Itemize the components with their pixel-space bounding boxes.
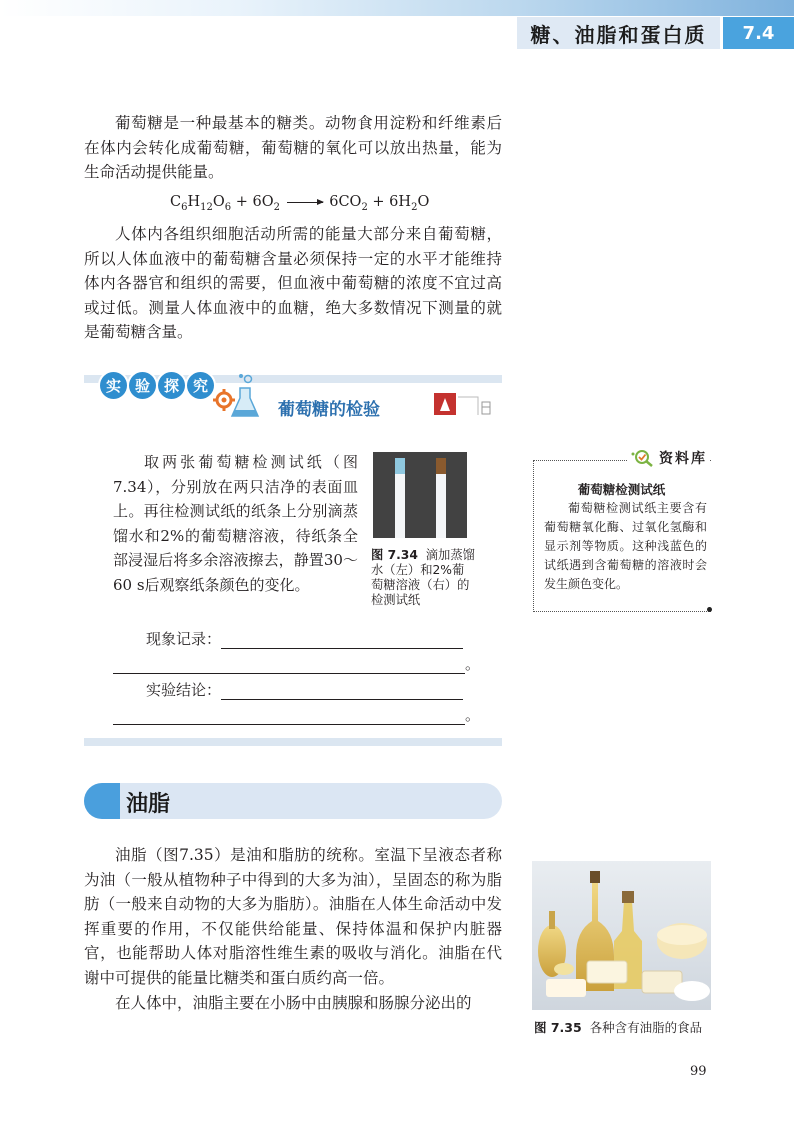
conclusion-line: 实验结论： bbox=[146, 680, 463, 700]
page-number: 99 bbox=[690, 1064, 707, 1079]
sidebar-heading bbox=[628, 448, 709, 468]
sidebar-heading-label: 资料库 bbox=[659, 451, 707, 467]
test-strips-photo bbox=[373, 452, 467, 538]
observation-record-blank[interactable] bbox=[221, 632, 463, 649]
experiment-body bbox=[113, 450, 358, 598]
figure-7-34-caption: 图 7.34 滴加蒸馏水（左）和2%葡萄糖溶液（右）的检测试纸 bbox=[371, 548, 475, 607]
flask-gear-icon bbox=[212, 370, 264, 424]
intro-paragraph-1-text: 葡萄糖是一种最基本的糖类。动物食用淀粉和纤维素后在体内会转化成葡萄糖，葡萄糖的氧化可以放出热量，能为生命活动提供能量。 bbox=[84, 114, 502, 182]
intro-paragraph-2 bbox=[84, 222, 502, 345]
section-heading-cap bbox=[84, 783, 120, 819]
experiment-badges bbox=[100, 372, 216, 399]
conclusion-blank-2[interactable] bbox=[113, 708, 465, 725]
glucose-oxidation-equation: $C_6H_{12}O_6 + 6O_2$ $6CO_2 + 6H_2O$ bbox=[170, 194, 430, 213]
experiment-title: 葡萄糖的检验 bbox=[278, 400, 380, 420]
fatty-foods-photo bbox=[532, 861, 711, 1010]
book-icon bbox=[434, 391, 496, 425]
section-title: 油脂 bbox=[126, 792, 171, 817]
section-number: 7.4 bbox=[723, 17, 794, 49]
intro-paragraph-1 bbox=[84, 111, 502, 185]
reaction-arrow-icon bbox=[287, 202, 323, 203]
experiment-bottom-band bbox=[84, 738, 502, 746]
header-gradient-band bbox=[0, 0, 794, 16]
sidebar-text-body: 葡萄糖检测试纸主要含有葡萄糖氧化酶、过氧化氢酶和显示剂等物质。这种浅蓝色的试纸遇到含葡萄糖的溶液时会发生颜色变化。 bbox=[544, 501, 707, 591]
fats-paragraph bbox=[84, 843, 502, 1015]
sidebar-text bbox=[544, 499, 707, 594]
observation-record-line: 现象记录： bbox=[146, 629, 463, 649]
fats-paragraph-2: 在人体中，油脂主要在小肠中由胰腺和肠腺分泌出的 bbox=[115, 993, 472, 1012]
experiment-body-text: 取两张葡萄糖检测试纸（图7.34），分别放在两只洁净的表面皿上。再往检测试纸的纸条上分别滴蒸馏水和2%的葡萄糖溶液，待纸条全部浸湿后将多余溶液擦去，静置30～60 s后观察纸条颜色的变化。 bbox=[113, 453, 358, 594]
chapter-title: 糖、油脂和蛋白质 bbox=[517, 17, 720, 49]
sidebar-dot bbox=[707, 607, 712, 612]
experiment-badge: 究 bbox=[187, 372, 214, 399]
observation-record-line-2: 。 bbox=[113, 654, 480, 674]
intro-paragraph-2-text: 人体内各组织细胞活动所需的能量大部分来自葡萄糖，所以人体血液中的葡萄糖含量必须保持一定的水平才能维持体内各器官和组织的需要，但血液中葡萄糖的浓度不宜过高或过低。测量人体血液中的血糖，绝大多数情况下测量的就是葡萄糖含量。 bbox=[84, 225, 502, 342]
observation-record-blank-2[interactable] bbox=[113, 657, 465, 674]
experiment-badge: 实 bbox=[100, 372, 127, 399]
fats-paragraph-1: 油脂（图7.35）是油和脂肪的统称。室温下呈液态者称为油（一般从植物种子中得到的大多为油），呈固态的称为脂肪（一般来自动物的大多为脂肪）。油脂在人体生命活动中发挥重要的作用，不仅能供给能量、保持体温和保护内脏器官，也能帮助人体对脂溶性维生素的吸收与消化。油脂在代谢中可提供的能量比糖类和蛋白质约高一倍。 bbox=[84, 846, 502, 987]
sidebar-title: 葡萄糖检测试纸 bbox=[577, 482, 666, 497]
experiment-badge: 探 bbox=[158, 372, 185, 399]
conclusion-blank[interactable] bbox=[221, 683, 463, 700]
figure-7-35-caption: 图 7.35 各种含有油脂的食品 bbox=[534, 1020, 703, 1035]
experiment-badge: 验 bbox=[129, 372, 156, 399]
conclusion-line-2: 。 bbox=[113, 705, 480, 725]
magnifier-icon bbox=[630, 448, 656, 468]
